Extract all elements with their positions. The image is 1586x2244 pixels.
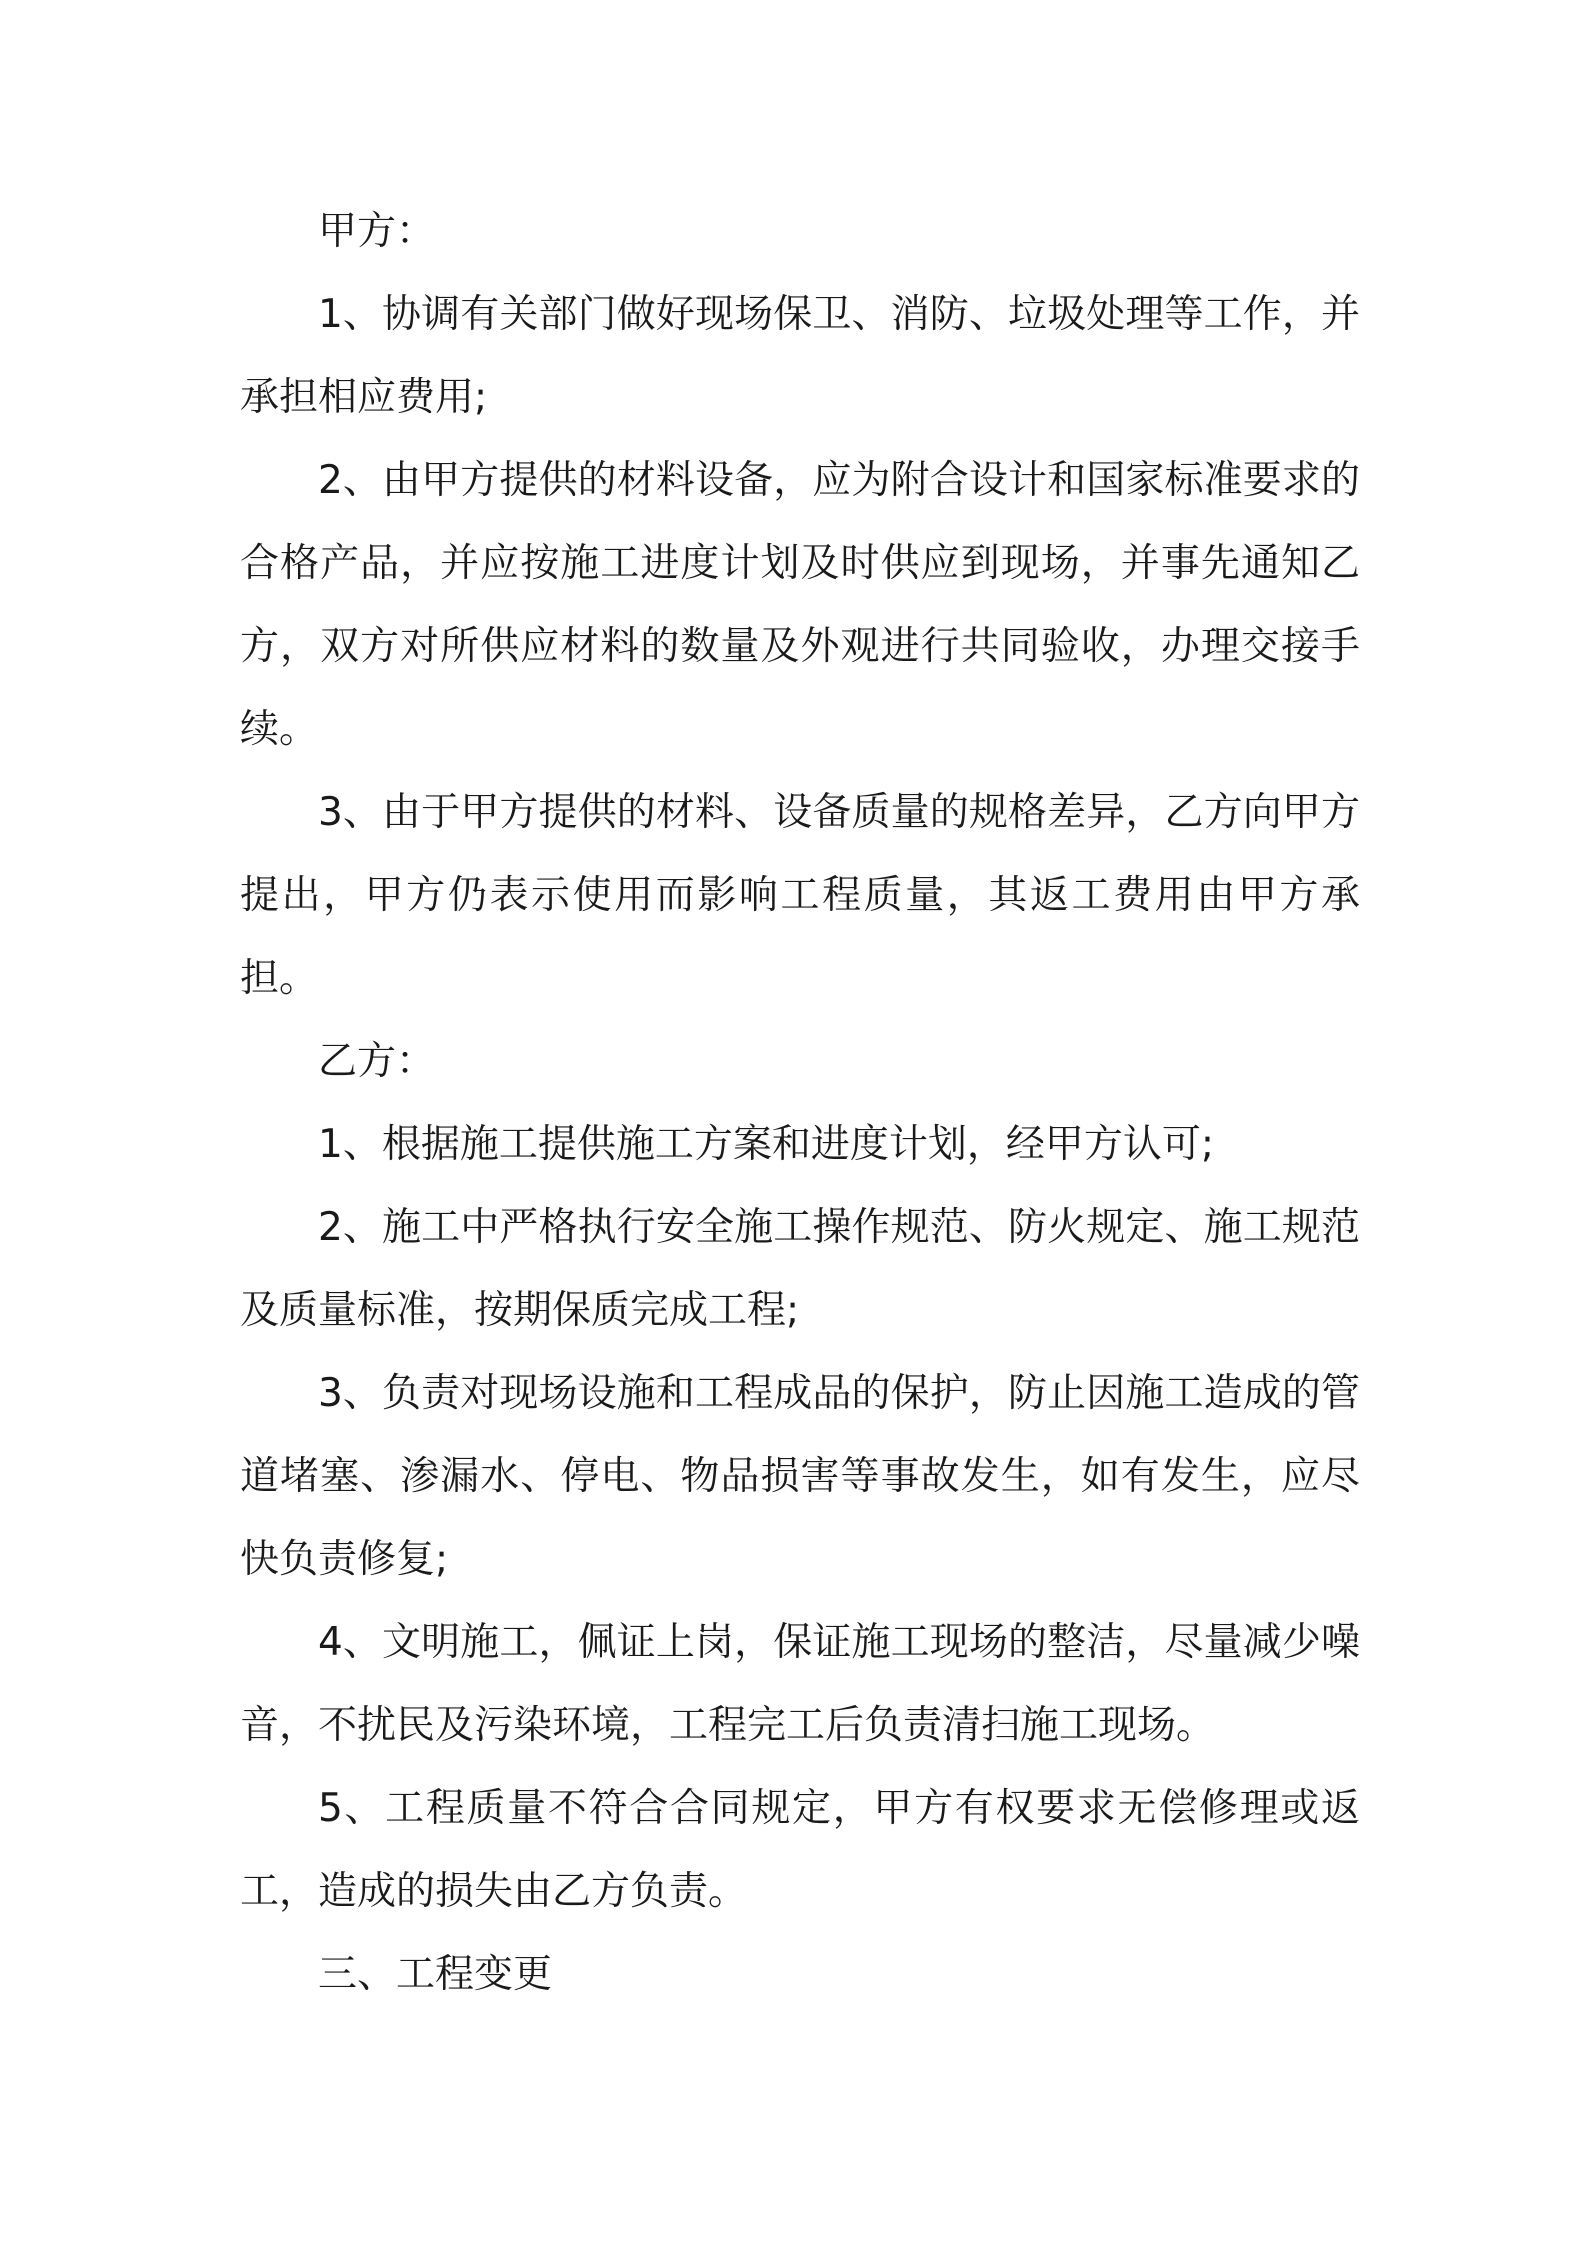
section-heading-project-change: 三、工程变更 bbox=[318, 1952, 553, 1997]
party-a-clause-2: 2、由甲方提供的材料设备，应为附合设计和国家标准要求的合格产品，并应按施工进度计划及时供应到现场，并事先通知乙方，双方对所供应材料的数量及外观进行共同验收，办理交接手续。 bbox=[240, 458, 1360, 752]
party-b-heading: 乙方： bbox=[318, 1039, 436, 1084]
document-body bbox=[240, 190, 1360, 2016]
party-b-clause-2: 2、施工中严格执行安全施工操作规范、防火规定、施工规范及质量标准，按期保质完成工程; bbox=[240, 1205, 1360, 1333]
party-a-heading: 甲方： bbox=[318, 209, 436, 254]
party-b-clause-3: 3、负责对现场设施和工程成品的保护，防止因施工造成的管道堵塞、渗漏水、停电、物品损害等事故发生，如有发生，应尽快负责修复; bbox=[240, 1371, 1360, 1582]
party-b-clause-1: 1、根据施工提供施工方案和进度计划，经甲方认可; bbox=[318, 1122, 1214, 1167]
party-a-clause-1: 1、协调有关部门做好现场保卫、消防、垃圾处理等工作，并承担相应费用; bbox=[240, 292, 1360, 420]
party-a-clause-3: 3、由于甲方提供的材料、设备质量的规格差异，乙方向甲方提出，甲方仍表示使用而影响工程质量，其返工费用由甲方承担。 bbox=[240, 790, 1360, 1001]
party-b-clause-4: 4、文明施工，佩证上岗，保证施工现场的整洁，尽量减少噪音，不扰民及污染环境，工程完工后负责清扫施工现场。 bbox=[240, 1620, 1360, 1748]
party-b-clause-5: 5、工程质量不符合合同规定，甲方有权要求无偿修理或返工，造成的损失由乙方负责。 bbox=[240, 1786, 1360, 1914]
